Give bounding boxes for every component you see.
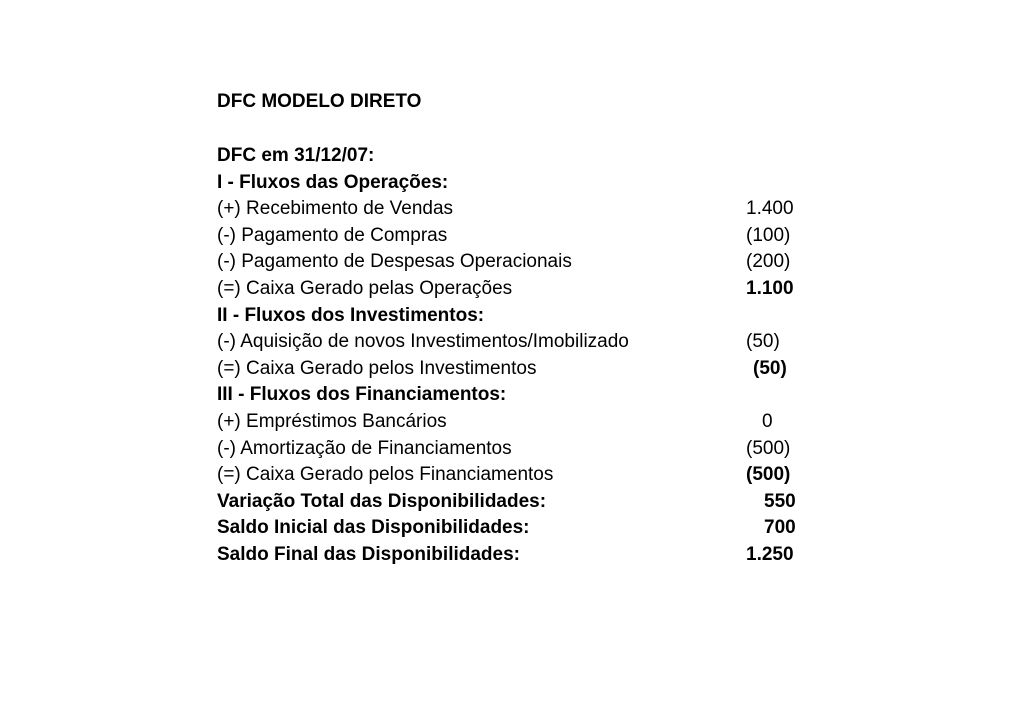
row-label: (=) Caixa Gerado pelas Operações — [217, 277, 513, 299]
spacer — [217, 115, 837, 143]
table-row — [217, 436, 837, 463]
section-heading-financiamentos — [217, 382, 837, 409]
row-value: (50) — [746, 331, 780, 353]
table-row — [217, 409, 837, 436]
date-heading: DFC em 31/12/07: — [217, 145, 375, 166]
row-label: Saldo Final das Disponibilidades: — [217, 543, 520, 565]
row-value: 550 — [764, 490, 796, 512]
row-label: (-) Pagamento de Compras — [217, 224, 448, 246]
row-value: (500) — [746, 437, 791, 459]
row-label: Variação Total das Disponibilidades: — [217, 490, 547, 512]
table-row — [217, 223, 837, 250]
row-label: Saldo Inicial das Disponibilidades: — [217, 517, 530, 539]
subtotal-row-investimentos — [217, 356, 837, 383]
total-row-variacao — [217, 489, 837, 516]
table-row — [217, 196, 837, 223]
row-value: (50) — [753, 357, 787, 379]
subtotal-row-financiamentos — [217, 462, 837, 489]
row-label: (=) Caixa Gerado pelos Investimentos — [217, 357, 537, 379]
row-value: 0 — [762, 410, 773, 432]
total-row-saldo-final — [217, 542, 837, 569]
row-label: II - Fluxos dos Investimentos: — [217, 304, 485, 326]
section-heading-investimentos — [217, 303, 837, 330]
row-label: (-) Amortização de Financiamentos — [217, 437, 512, 459]
total-row-saldo-inicial — [217, 515, 837, 542]
row-value: (200) — [746, 251, 791, 273]
row-value: 1.100 — [746, 277, 794, 299]
table-row — [217, 249, 837, 276]
table-row — [217, 329, 837, 356]
row-value: 700 — [764, 517, 796, 539]
row-label: (+) Empréstimos Bancários — [217, 410, 447, 432]
section-heading-operacoes — [217, 170, 837, 197]
row-label: (-) Pagamento de Despesas Operacionais — [217, 251, 572, 273]
row-label: III - Fluxos dos Financiamentos: — [217, 384, 507, 406]
row-label: (=) Caixa Gerado pelos Financiamentos — [217, 464, 554, 486]
row-label: (-) Aquisição de novos Investimentos/Imobilizado — [217, 331, 629, 353]
row-label: (+) Recebimento de Vendas — [217, 198, 454, 220]
row-value: (100) — [746, 224, 791, 246]
row-value: 1.400 — [746, 198, 794, 220]
date-heading-row — [217, 143, 837, 170]
row-value: (500) — [746, 464, 791, 486]
dfc-document — [217, 89, 837, 569]
row-label: I - Fluxos das Operações: — [217, 171, 449, 193]
subtotal-row-operacoes — [217, 276, 837, 303]
document-title: DFC MODELO DIRETO — [217, 91, 422, 112]
row-value: 1.250 — [746, 543, 794, 565]
